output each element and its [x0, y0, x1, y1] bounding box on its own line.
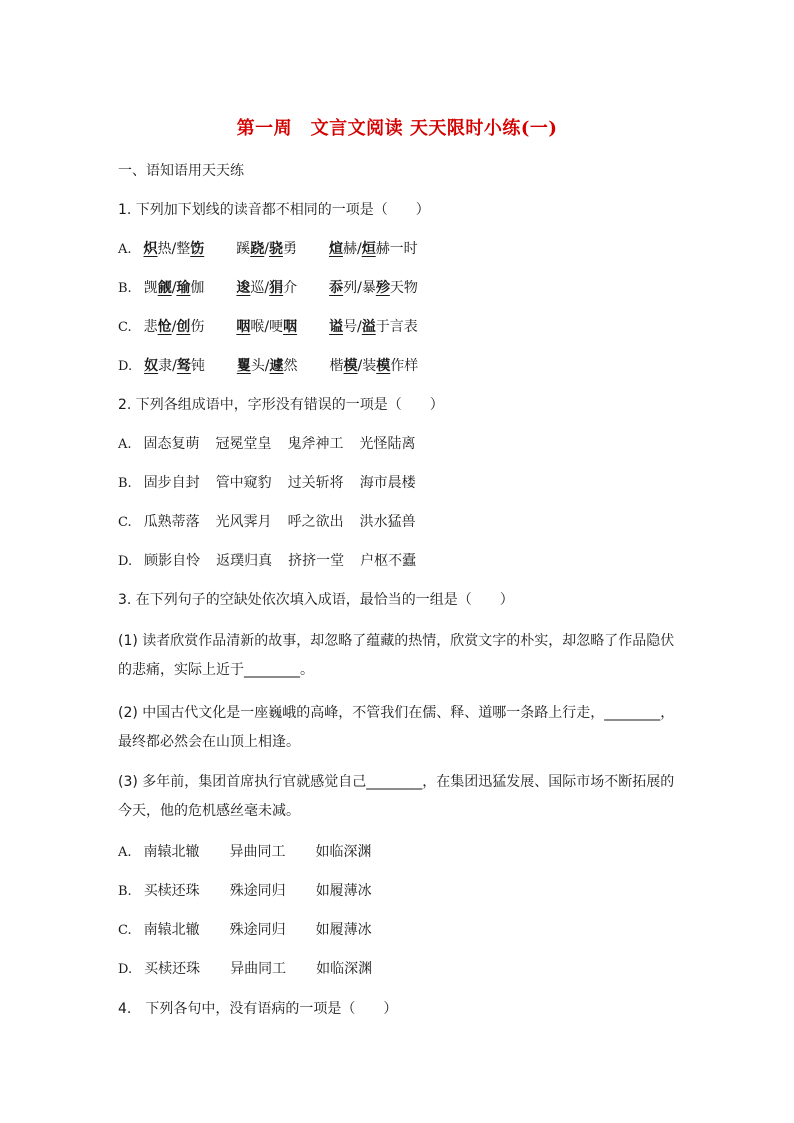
idiom: 呼之欲出	[287, 514, 344, 530]
word-group	[236, 241, 297, 257]
q2-option	[118, 512, 416, 533]
word-group	[329, 241, 418, 257]
underlined-char: 忝	[329, 280, 344, 296]
option-label: D.	[118, 359, 133, 374]
text-segment: /	[171, 319, 177, 335]
text-segment: 号/	[343, 319, 362, 335]
option-label: C.	[118, 923, 132, 938]
option-label: A.	[118, 437, 132, 452]
option-label: D.	[118, 962, 133, 977]
idiom: 鬼斧神工	[287, 436, 344, 452]
idiom: 返璞归真	[216, 553, 273, 569]
text-segment: 勇	[282, 241, 297, 257]
underlined-char: 饬	[190, 241, 205, 257]
underlined-char: 逡	[236, 280, 251, 296]
q3-sentence-3: (3) 多年前，集团首席执行官就感觉自己________，在集团迅猛发展、国际市场不断拓展的	[118, 774, 675, 790]
text-segment: /	[171, 280, 177, 296]
q1-option	[118, 317, 418, 338]
idiom: 异曲同工	[229, 844, 286, 860]
text-segment: 热/整	[157, 241, 191, 257]
word-group	[144, 280, 205, 296]
idiom: 光怪陆离	[359, 436, 416, 452]
text-segment: 列/暴	[343, 280, 376, 296]
underlined-char: 溢	[361, 319, 376, 335]
idiom: 固步自封	[143, 475, 200, 491]
text-segment: 于言表	[375, 319, 418, 335]
text-segment: 作样	[390, 358, 419, 374]
word-group	[329, 280, 418, 296]
q3-option	[118, 881, 372, 902]
option-label: C.	[118, 320, 132, 335]
q2-stem: 2. 下列各组成语中，字形没有错误的一项是（ ）	[118, 397, 444, 413]
idiom: 过关斩将	[287, 475, 344, 491]
underlined-char: 跷	[250, 241, 265, 257]
q3-sentence-1-cont: 的悲痛，实际上近于________。	[118, 662, 314, 678]
underlined-char: 咽	[283, 319, 298, 335]
text-segment: 赫一时	[375, 241, 418, 257]
text-segment: /	[264, 241, 269, 257]
q3-stem: 3. 在下列句子的空缺处依次填入成语，最恰当的一组是（ ）	[118, 592, 514, 608]
underlined-char: 怆	[157, 319, 172, 335]
word-group	[330, 358, 419, 374]
q2-option	[118, 551, 416, 572]
idiom: 光风霁月	[215, 514, 272, 530]
idiom: 管中窥豹	[215, 475, 272, 491]
idiom: 殊途同归	[229, 883, 286, 899]
text-segment: 钝	[190, 358, 205, 374]
q1-option	[118, 239, 418, 260]
idiom: 南辕北辙	[143, 844, 200, 860]
word-group	[144, 241, 205, 257]
underlined-char: 创	[176, 319, 191, 335]
q3-sentence-2-cont: 最终都必然会在山顶上相逢。	[118, 734, 300, 750]
idiom: 顾影自怜	[144, 553, 201, 569]
option-label: A.	[118, 242, 132, 257]
idiom: 挤挤一堂	[288, 553, 345, 569]
text-segment: 楷	[329, 358, 344, 374]
underlined-char: 瑜	[176, 280, 191, 296]
option-label: B.	[118, 476, 132, 491]
q2-option	[118, 473, 416, 494]
underlined-char: 煊	[328, 241, 343, 257]
q3-sentence-1: (1) 读者欣赏作品清新的故事，却忽略了蕴藏的热情，欣赏文字的朴实，却忽略了作品隐伏	[118, 633, 675, 649]
q3-sentence-3-cont: 今天，他的危机感丝毫未减。	[118, 803, 300, 819]
word-group	[236, 319, 297, 335]
q3-option	[118, 920, 372, 941]
idiom: 如临深渊	[316, 961, 373, 977]
underlined-char: 骁	[268, 241, 283, 257]
text-segment: 悲	[143, 319, 158, 335]
underlined-char: 炽	[143, 241, 158, 257]
underlined-char: 觎	[157, 280, 172, 296]
idiom: 户枢不蠹	[360, 553, 417, 569]
text-segment: 然	[283, 358, 298, 374]
q3-sentence-2: (2) 中国古代文化是一座巍峨的高峰，不管我们在儒、释、道哪一条路上行走，________，	[118, 705, 675, 721]
idiom: 如履薄冰	[315, 883, 372, 899]
text-segment: 伤	[190, 319, 205, 335]
word-group	[329, 319, 418, 335]
word-group	[237, 358, 298, 374]
text-segment: 隶/	[158, 358, 177, 374]
underlined-char: 咽	[236, 319, 251, 335]
section-heading: 一、语知语用天天练	[118, 163, 244, 179]
text-segment: 赫/	[342, 241, 362, 257]
text-segment: 喉/哽	[250, 319, 284, 335]
idiom: 异曲同工	[230, 961, 287, 977]
q1-option	[118, 278, 418, 299]
page-title: 第一周 文言文阅读 天天限时小练(一)	[236, 118, 558, 139]
q4-stem: 4. 下列各句中，没有语病的一项是（ ）	[118, 1001, 398, 1017]
text-segment: 天物	[389, 280, 418, 296]
option-label: D.	[118, 554, 133, 569]
option-label: C.	[118, 515, 132, 530]
q1-option	[118, 356, 418, 377]
underlined-char: 矍	[236, 358, 251, 374]
idiom: 洪水猛兽	[359, 514, 416, 530]
text-segment: 伽	[190, 280, 205, 296]
option-label: B.	[118, 884, 132, 899]
underlined-char: 狷	[269, 280, 284, 296]
idiom: 海市晨楼	[359, 475, 416, 491]
idiom: 如临深渊	[315, 844, 372, 860]
q3-option	[118, 959, 372, 980]
option-label: B.	[118, 281, 132, 296]
idiom: 冠冕堂皇	[215, 436, 272, 452]
idiom: 殊途同归	[229, 922, 286, 938]
idiom: 如履薄冰	[315, 922, 372, 938]
word-group	[236, 280, 297, 296]
text-segment: 介	[283, 280, 298, 296]
word-group	[144, 319, 205, 335]
text-segment: 巡/	[250, 280, 270, 296]
q2-option	[118, 434, 416, 455]
idiom: 固态复萌	[143, 436, 200, 452]
idiom: 瓜熟蒂落	[143, 514, 200, 530]
option-label: A.	[118, 845, 132, 860]
underlined-char: 谥	[329, 319, 344, 335]
text-segment: 蹊	[236, 241, 251, 257]
idiom: 买椟还珠	[143, 883, 200, 899]
underlined-char: 模	[376, 358, 391, 374]
underlined-char: 殄	[375, 280, 390, 296]
underlined-char: 驽	[176, 358, 191, 374]
idiom: 买椟还珠	[144, 961, 201, 977]
text-segment: 觊	[143, 280, 158, 296]
idiom: 南辕北辙	[143, 922, 200, 938]
word-group	[144, 358, 205, 374]
q1-stem: 1. 下列加下划线的读音都不相同的一项是（ ）	[118, 202, 430, 218]
underlined-char: 烜	[361, 241, 376, 257]
underlined-char: 遽	[269, 358, 284, 374]
underlined-char: 模	[343, 358, 358, 374]
text-segment: /装	[357, 358, 377, 374]
underlined-char: 奴	[144, 358, 159, 374]
text-segment: 头/	[250, 358, 270, 374]
q3-option	[118, 842, 372, 863]
